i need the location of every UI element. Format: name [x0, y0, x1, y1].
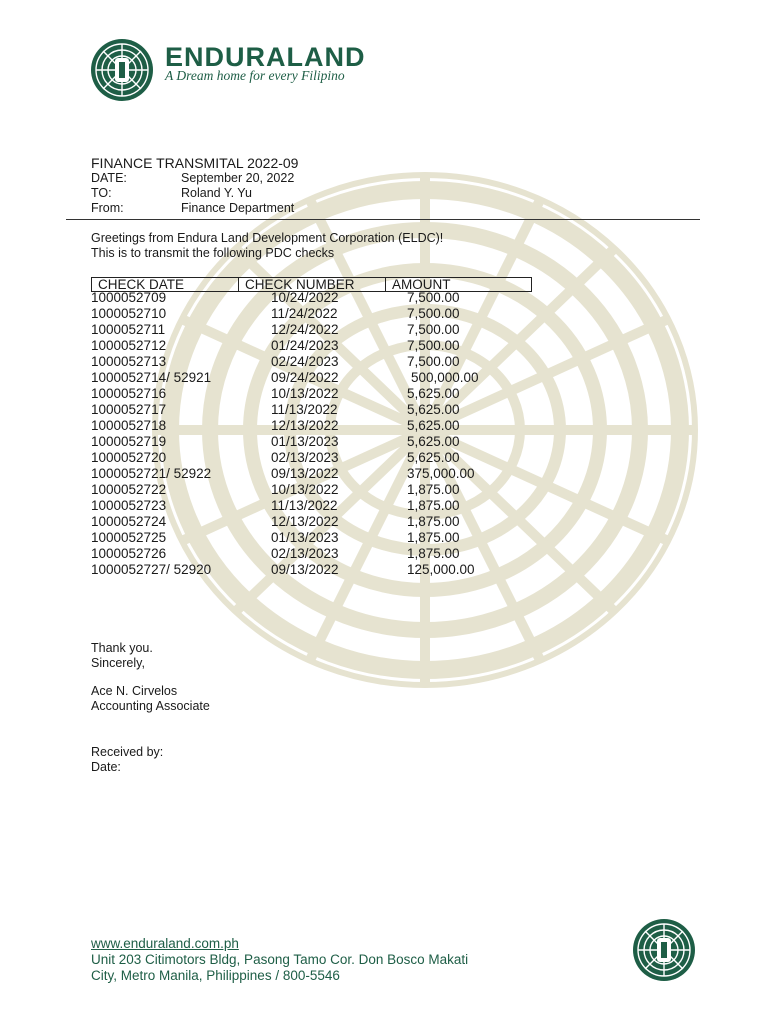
check-number: 1000052712 — [91, 338, 167, 353]
check-date: 12/13/2022 — [271, 514, 339, 529]
check-date: 11/24/2022 — [271, 306, 338, 321]
check-number: 1000052716 — [91, 386, 167, 401]
check-amount: 7,500.00 — [407, 322, 460, 337]
check-date: 11/13/2022 — [271, 402, 338, 417]
enduraland-logo-icon — [90, 38, 154, 102]
table-row — [91, 450, 531, 466]
table-row — [91, 338, 531, 354]
received-by-label: Received by: — [91, 745, 164, 759]
column-header: CHECK NUMBER — [245, 277, 355, 292]
check-date: 01/24/2023 — [271, 338, 339, 353]
check-number: 1000052709 — [91, 290, 167, 305]
check-amount: 1,875.00 — [407, 546, 460, 561]
check-date: 01/13/2023 — [271, 434, 339, 449]
check-number: 1000052710 — [91, 306, 167, 321]
table-row — [91, 562, 531, 578]
check-amount: 1,875.00 — [407, 530, 460, 545]
check-number: 1000052723 — [91, 498, 167, 513]
check-date: 11/13/2022 — [271, 498, 338, 513]
check-date: 09/13/2022 — [271, 562, 339, 577]
table-row — [91, 290, 531, 306]
check-date: 02/13/2023 — [271, 546, 339, 561]
table-row — [91, 386, 531, 402]
table-row — [91, 418, 531, 434]
intro-line-1: Greetings from Endura Land Development Corporation (ELDC)! — [91, 231, 444, 245]
check-date: 12/13/2022 — [271, 418, 339, 433]
table-row — [91, 530, 531, 546]
check-number: 1000052727/ 52920 — [91, 562, 212, 577]
check-amount: 5,625.00 — [407, 402, 460, 417]
footer-address-line-2: City, Metro Manila, Philippines / 800-5546 — [91, 968, 340, 983]
document-title: FINANCE TRANSMITAL 2022-09 — [91, 155, 299, 171]
check-amount: 7,500.00 — [407, 290, 460, 305]
check-number: 1000052711 — [91, 322, 166, 337]
brand-name: ENDURALAND — [165, 42, 366, 72]
divider — [66, 219, 700, 220]
check-amount: 500,000.00 — [411, 370, 479, 385]
check-date: 10/13/2022 — [271, 386, 339, 401]
sincerely-text: Sincerely, — [91, 656, 145, 670]
check-number: 1000052718 — [91, 418, 167, 433]
check-date: 02/13/2023 — [271, 450, 339, 465]
check-number: 1000052713 — [91, 354, 167, 369]
check-amount: 1,875.00 — [407, 498, 460, 513]
check-amount: 5,625.00 — [407, 434, 460, 449]
check-date: 01/13/2023 — [271, 530, 339, 545]
website-link[interactable]: www.enduraland.com.ph — [91, 936, 239, 951]
check-number: 1000052717 — [91, 402, 167, 417]
check-date: 09/13/2022 — [271, 466, 339, 481]
meta-value: Finance Department — [181, 201, 295, 215]
table-row — [91, 322, 531, 338]
table-row — [91, 482, 531, 498]
check-amount: 125,000.00 — [407, 562, 475, 577]
check-amount: 375,000.00 — [407, 466, 475, 481]
meta-label: DATE: — [91, 171, 127, 185]
check-amount: 7,500.00 — [407, 338, 460, 353]
table-row — [91, 370, 531, 386]
check-number: 1000052725 — [91, 530, 167, 545]
check-amount: 5,625.00 — [407, 418, 460, 433]
meta-row-from — [91, 201, 294, 215]
table-row — [91, 466, 531, 482]
check-number: 1000052726 — [91, 546, 167, 561]
check-amount: 1,875.00 — [407, 482, 460, 497]
table-row — [91, 354, 531, 370]
check-number: 1000052724 — [91, 514, 167, 529]
table-row — [91, 514, 531, 530]
check-amount: 7,500.00 — [407, 306, 460, 321]
signer-name: Ace N. Cirvelos — [91, 684, 178, 698]
table-row — [91, 546, 531, 562]
check-date: 10/13/2022 — [271, 482, 339, 497]
meta-value: Roland Y. Yu — [181, 186, 252, 200]
check-amount: 5,625.00 — [407, 386, 460, 401]
meta-label: From: — [91, 201, 124, 215]
column-header: AMOUNT — [392, 277, 451, 292]
check-number: 1000052722 — [91, 482, 167, 497]
check-date: 12/24/2022 — [271, 322, 339, 337]
check-number: 1000052719 — [91, 434, 167, 449]
check-date: 02/24/2023 — [271, 354, 339, 369]
enduraland-footer-logo-icon — [632, 918, 696, 982]
check-amount: 7,500.00 — [407, 354, 460, 369]
footer-address-line-1: Unit 203 Citimotors Bldg, Pasong Tamo Cor. Don Bosco Makati — [91, 952, 469, 967]
date-label: Date: — [91, 760, 121, 774]
table-row — [91, 306, 531, 322]
check-number: 1000052720 — [91, 450, 167, 465]
meta-row-to — [91, 186, 252, 200]
check-amount: 1,875.00 — [407, 514, 460, 529]
brand-tagline: A Dream home for every Filipino — [165, 68, 345, 83]
table-row — [91, 498, 531, 514]
check-number: 1000052714/ 52921 — [91, 370, 212, 385]
intro-line-2: This is to transmit the following PDC checks — [91, 246, 335, 260]
meta-row-date — [91, 171, 294, 185]
check-date: 10/24/2022 — [271, 290, 339, 305]
table-row — [91, 402, 531, 418]
signer-title: Accounting Associate — [91, 699, 210, 713]
thank-you-text: Thank you. — [91, 641, 153, 655]
footer-website — [91, 936, 239, 951]
check-date: 09/24/2022 — [271, 370, 339, 385]
meta-label: TO: — [91, 186, 112, 200]
meta-value: September 20, 2022 — [181, 171, 295, 185]
check-amount: 5,625.00 — [407, 450, 460, 465]
check-number: 1000052721/ 52922 — [91, 466, 212, 481]
table-row — [91, 434, 531, 450]
column-header: CHECK DATE — [98, 277, 185, 292]
